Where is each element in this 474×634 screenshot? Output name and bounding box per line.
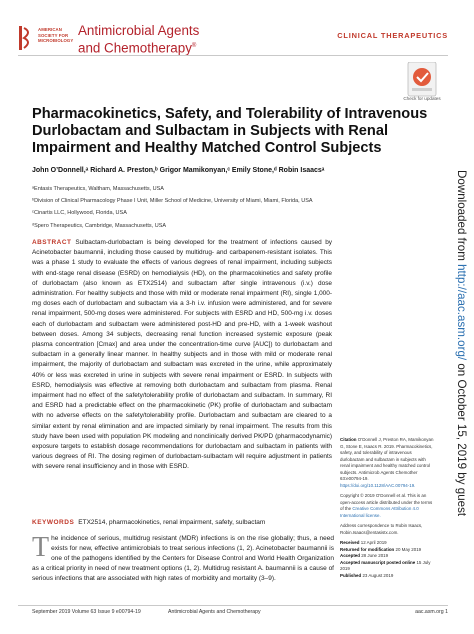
correspondence: Address correspondence to Robin Isaacs, Robin.Isaacs@entasistx.com.	[340, 523, 423, 535]
abstract-label: ABSTRACT	[32, 239, 72, 246]
author-list: John O’Donnell,ᵃ Richard A. Preston,ᵇ Grigor Mamikonyan,ᶜ Emily Stone,ᵈ Robin Isaacsᵃ	[32, 167, 325, 174]
keywords-label: KEYWORDS	[32, 519, 75, 526]
intro-text: he incidence of serious, multidrug resistant (MDR) infections is on the rise globally; thus, a need exists for new, effective antimicrobials to treat serious infections (1, 2). Acinetobacter baumannii is one of the pathogens identified by the Centers for Disease Control and World Health Organization as a critical priority in need of new treatment options (1, 2). Multidrug resistant A. baumannii is a cause of serious infections that are associated with high rates of morbidity and mortality (3–9).	[32, 535, 334, 583]
registered-mark: ®	[191, 42, 197, 49]
article-title: Pharmacokinetics, Safety, and Tolerability of Intravenous Durlobactam and Sulbactam in Subjects with Renal Impairment and Healthy Matched Control Subjects	[32, 106, 428, 156]
header-divider	[18, 55, 448, 56]
check-for-updates-icon[interactable]	[402, 62, 442, 100]
drop-cap: T	[32, 532, 50, 563]
accepted-ms-label: Accepted manuscript posted online	[340, 559, 416, 565]
section-label: CLINICAL THERAPEUTICS	[337, 31, 448, 40]
asm-logo-icon	[18, 24, 34, 52]
watermark-prefix: Downloaded from	[455, 170, 468, 265]
abstract	[32, 238, 332, 473]
revision-date: 20 May 2019	[395, 546, 422, 552]
watermark-url-link[interactable]: http://aac.asm.org/	[455, 264, 468, 361]
journal-name-line1: Antimicrobial Agents	[78, 23, 200, 38]
received-date: 12 April 2019	[360, 540, 387, 545]
journal-name-line2: and Chemotherapy	[78, 40, 192, 56]
citation-label: Citation	[340, 437, 357, 442]
footer-divider	[18, 605, 448, 606]
footer-site-page[interactable]: aac.asm.org 1	[415, 609, 448, 615]
watermark-suffix: on October 15, 2019 by guest	[455, 360, 468, 517]
revision-label: Returned for modification	[340, 546, 395, 552]
keywords-text: ETX2514, pharmacokinetics, renal impairment, safety, sulbactam	[78, 519, 266, 526]
footer-journal: Antimicrobial Agents and Chemotherapy	[168, 609, 261, 615]
license-link[interactable]: Creative Commons Attribution 4.0 International license.	[340, 506, 419, 518]
accepted-ms-date: 15 July 2019	[340, 559, 431, 571]
citation-sidebar	[340, 437, 436, 579]
accepted-label: Accepted	[340, 553, 360, 558]
copyright-text: Copyright © 2019 O’Donnell et al. This is an open-access article distributed under the terms of the	[340, 493, 433, 511]
received-label: Received	[340, 540, 360, 545]
dates-block	[340, 540, 436, 579]
journal-name[interactable]	[78, 24, 199, 56]
society-name: AMERICAN SOCIETY FOR MICROBIOLOGY	[38, 27, 74, 44]
citation-block	[340, 437, 436, 489]
affiliation-d: ᵈSpero Therapeutics, Cambridge, Massachusetts, USA	[32, 222, 167, 229]
affiliation-c: ᶜCinartis LLC, Hollywood, Florida, USA	[32, 210, 127, 217]
citation-doi-link[interactable]: https://doi.org/10.1128/AAC.00794-19.	[340, 482, 416, 488]
published-date: 23 August 2019	[362, 572, 394, 578]
keywords	[32, 518, 332, 528]
intro-paragraph	[32, 534, 334, 584]
affiliation-b: ᵇDivision of Clinical Pharmacology Phase I Unit, Miller School of Medicine, University of Miami, Miami, Florida, USA	[32, 198, 313, 205]
citation-text: O’Donnell J, Preston RA, Mamikonyan G, Stone E, Isaacs R. 2019. Pharmacokinetics, safety, and tolerability of intravenous durlobactam and sulbactam in subjects with renal impairment and healthy matched control subjects. Antimicrob Agents Chemother 63:e00794-19.	[340, 437, 434, 481]
affiliation-a: ᵃEntasis Therapeutics, Waltham, Massachusetts, USA	[32, 186, 164, 192]
copyright-block	[340, 493, 436, 519]
accepted-date: 28 June 2019	[361, 553, 389, 558]
check-for-updates-label: Check for updates	[403, 96, 441, 101]
published-label: Published	[340, 572, 362, 578]
abstract-text: Sulbactam-durlobactam is being developed for the treatment of infections caused by Acinetobacter baumannii, including those caused by multidrug- and carbapenem-resistant isolates. This was a phase 1 study to evaluate the effects of various degrees of renal impairment, including subjects with end-stage renal disease (ESRD) on hemodialysis (HD), on the pharmacokinetics and safety profile of durlobactam (also known as ETX2514) and sulbactam after single intravenous (i.v.) dose administration. For healthy subjects and those with mild or moderate renal impairment (RI), single 1,000-mg doses each of durlobactam and sulbactam via a 3-h i.v. infusion were administered, and for severe renal impairment, 500-mg doses were administered. For subjects with ESRD and HD, 500-mg i.v. doses each of durlobactam and sulbactam were administered post-HD and pre-HD, with a 1-week washout between doses. Among 34 subjects, decreasing renal function increased systemic exposure (peak plasma concentration [Cmax] and area under the concentration-time curve [AUC]) to durlobactam and sulbactam in a generally linear manner. In healthy subjects and in those with mild or moderate renal impairment, the majority of durlobactam and sulbactam was excreted in the urine, while approximately 40% or less was excreted in urine in subjects with severe renal impairment or ESRD. In subjects with ESRD, hemodialysis was effective at removing both durlobactam and sulbactam from plasma. Renal impairment had no effect of the safety/tolerability profile of durlobactam and sulbactam. In summary, RI and ESRD had a predictable effect on the pharmacokinetic (PK) profile of durlobactam and sulbactam with no adverse effects on the safety/tolerability profile. Durlobactam and sulbactam are cleared to a similar extent by renal elimination and are impacted similarly by renal impairment. The results from this study have been used with population PK modeling and nonclinically derived PK/PD (pharmacodynamic) exposure targets to establish dosage recommendations for durlobactam and sulbactam in patients with various degrees of RI. The dosing regimen of durlobactam-sulbactam will require adjustment in patients with severe renal insufficiency and in those with ESRD.	[32, 239, 332, 471]
footer-issue-info: September 2019 Volume 63 Issue 9 e00794-19	[32, 609, 141, 615]
affiliations	[32, 183, 352, 232]
